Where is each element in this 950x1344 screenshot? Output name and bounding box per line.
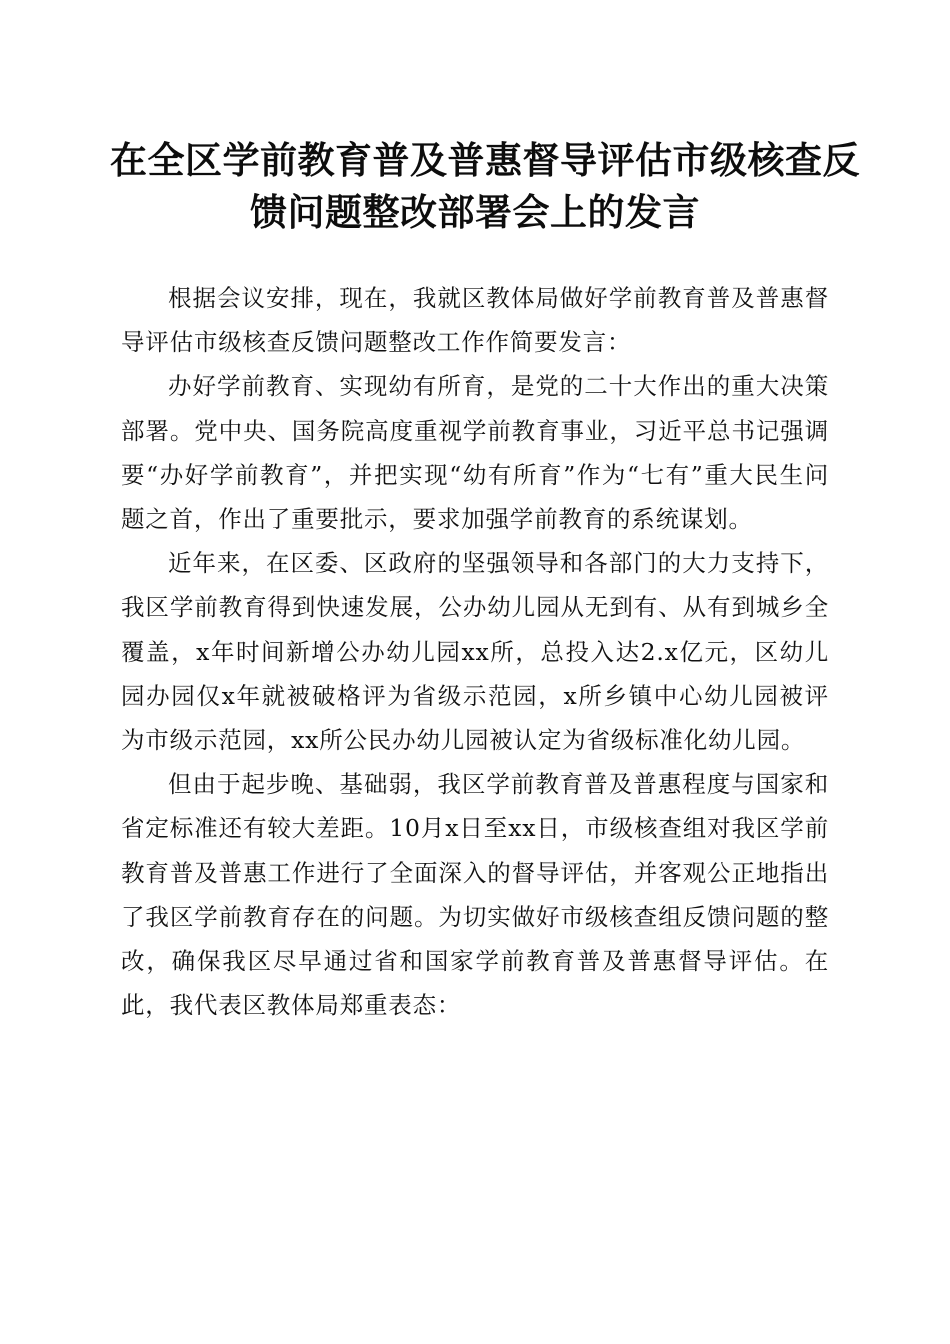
paragraph-policy: 办好学前教育、实现幼有所育，是党的二十大作出的重大决策部署。党中央、国务院高度重视学前教育事业，习近平总书记强调要“办好学前教育”，并把实现“幼有所育”作为“七有”重大民生问题之首，作出了重要批示，要求加强学前教育的系统谋划。 [121,372,829,534]
paragraph-commitment: 但由于起步晚、基础弱，我区学前教育普及普惠程度与国家和省定标准还有较大差距。10月x日至xx日，市级核查组对我区学前教育普及普惠工作进行了全面深入的督导评估，并客观公正地指出了我区学前教育存在的问题。为切实做好市级核查组反馈问题的整改，确保我区尽早通过省和国家学前教育普及普惠督导评估。在此，我代表区教体局郑重表态： [121,770,829,1020]
paragraph-intro: 根据会议安排，现在，我就区教体局做好学前教育普及普惠督导评估市级核查反馈问题整改工作作简要发言： [121,284,829,357]
document-title [110,134,860,238]
title-line-1: 在全区学前教育普及普惠督导评估市级核查反 [110,138,860,182]
document-body [121,276,829,1027]
paragraph-achievements: 近年来，在区委、区政府的坚强领导和各部门的大力支持下，我区学前教育得到快速发展，公办幼儿园从无到有、从有到城乡全覆盖，x年时间新增公办幼儿园xx所，总投入达2.x亿元，区幼儿园办园仅x年就被破格评为省级示范园，x所乡镇中心幼儿园被评为市级示范园，xx所公民办幼儿园被认定为省级标准化幼儿园。 [121,549,829,755]
title-line-2: 馈问题整改部署会上的发言 [250,190,700,234]
